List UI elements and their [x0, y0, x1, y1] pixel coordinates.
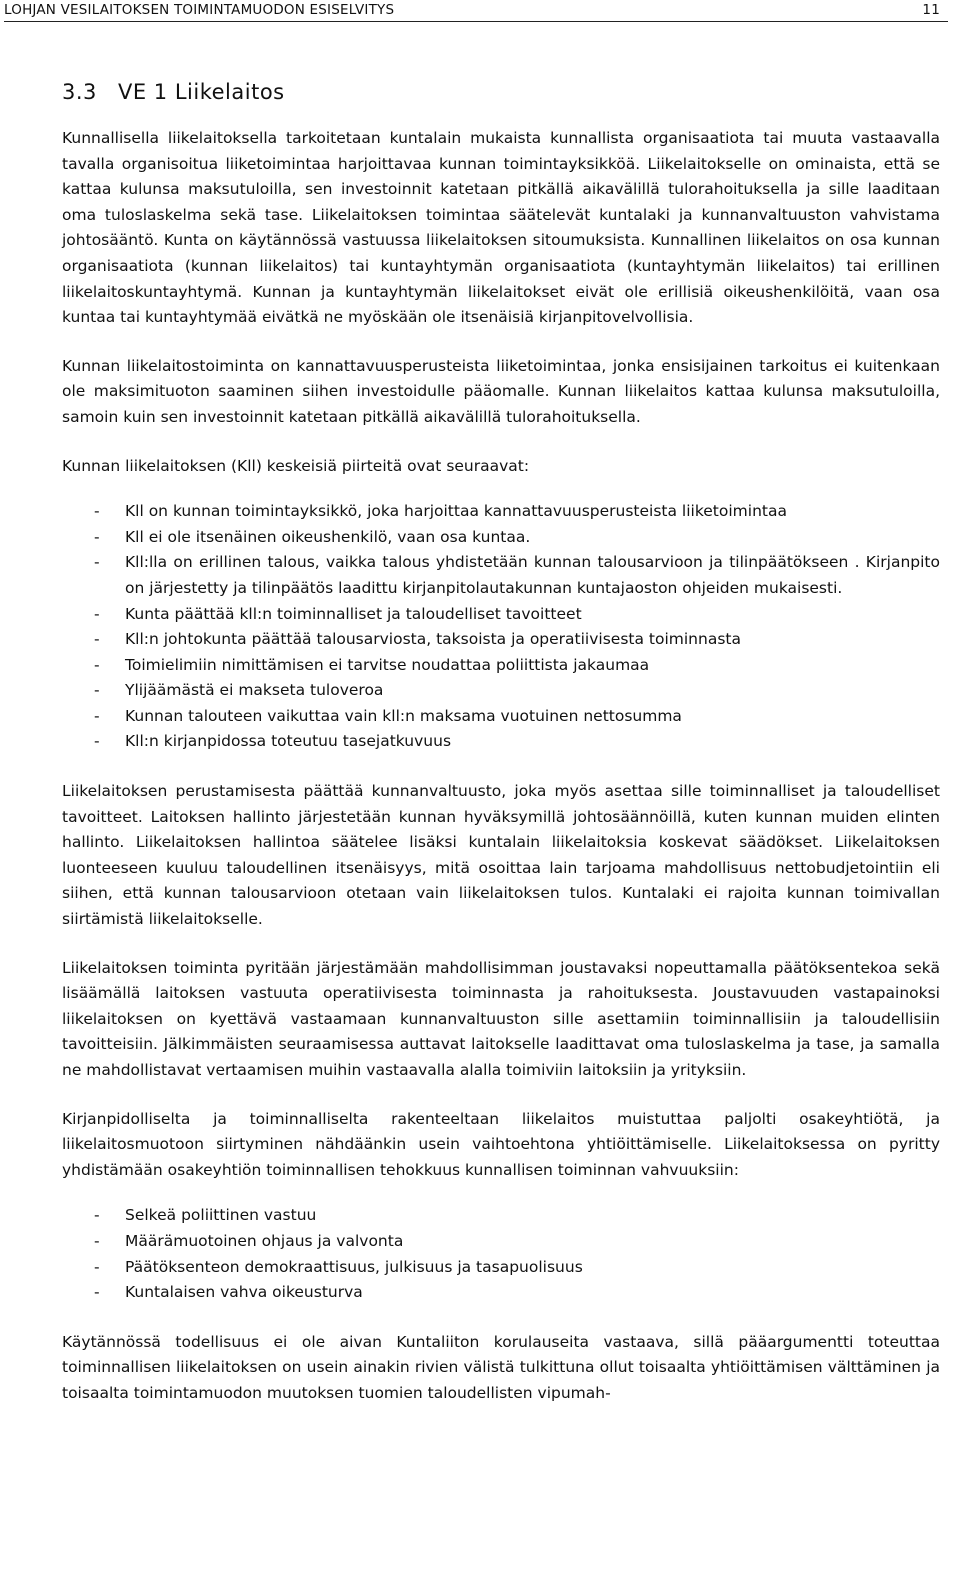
paragraph-definition: Kunnallisella liikelaitoksella tarkoitetaan kuntalain mukaista kunnallista organisaatiota tai muuta vastaavalla tavalla organisoitua liiketoimintaa harjoittavaa kunnan toimintayksikköä. Liikelaitokselle on ominaista, että se kattaa kulunsa maksutuloilla, sen investoinnit katetaan pitkällä aikavälillä tulorahoituksella ja sille laaditaan oma tuloslaskelma sekä tase. Liikelaitoksen toimintaa säätelevät kuntalaki ja kunnanvaltuuston vahvistama johtosääntö. Kunta on käytännössä vastuussa liikelaitoksen sitoumuksista. Kunnallinen liikelaitos on osa kunnan organisaatiota (kunnan liikelaitos) tai kuntayhtymän organisaatiota (kuntayhtymän liikelaitos) tai erillinen liikelaitoskuntayhtymä. Kunnan ja kuntayhtymän liikelaitokset eivät ole erillisiä oikeushenkilöitä, vaan osa kuntaa tai kuntayhtymää eivätkä ne myöskään ole itsenäisiä kirjanpitovelvollisia.: [62, 129, 940, 327]
paragraph-practice: Käytännössä todellisuus ei ole aivan Kuntaliiton korulauseita vastaava, sillä pääargumentti toteuttaa toiminnallisen liikelaitoksen on usein ainakin rivien välistä tulkittuna ollut toisaalta yhtiöittämisen välttäminen ja toisaalta toimintamuodon muutoksen tuomien taloudellisten vipumah-: [62, 1332, 940, 1402]
list-item: - Kll ei ole itsenäinen oikeushenkilö, vaan osa kuntaa.: [62, 525, 940, 551]
section-title: VE 1 Liikelaitos: [118, 80, 285, 104]
paragraph-flexibility: Liikelaitoksen toiminta pyritään järjestämään mahdollisimman joustavaksi nopeuttamalla päätöksentekoa sekä lisäämällä laitoksen vastuuta operatiivisesta toiminnasta ja rahoituksesta. Joustavuuden vastapainoksi liikelaitoksen on kyettävä vastaamaan kunnanvaltuuston sille asettamiin toiminnallisiin ja taloudellisiin tavoitteisiin. Jälkimmäisten seuraamisessa auttavat laitokselle laadittavat oma tuloslaskelma ja tase, ja samalla ne mahdollistavat vertaamisen muihin vastaavalla alalla toimiviin laitoksiin ja yrityksiin.: [62, 958, 940, 1079]
paragraph-establishment: Liikelaitoksen perustamisesta päättää kunnanvaltuusto, joka myös asettaa sille toiminnalliset ja taloudelliset tavoitteet. Laitoksen hallinto järjestetään kunnan hyväksymillä johtosäännöillä, kuten kunnan muiden elinten hallinto. Liikelaitoksen hallintoa säätelee lisäksi kuntalain liikelaitoksia koskevat säädökset. Liikelaitoksen luonteeseen kuuluu taloudellinen itsenäisyys, mitä osoittaa lain tarjoama mahdollisuus nettobudjetointiin eli siihen, että kunnan talousarvioon otetaan vain liikelaitoksen tulos. Kuntalaki ei rajoita kunnan toimivallan siirtämistä liikelaitokselle.: [62, 782, 940, 929]
list-item: - Kunnan talouteen vaikuttaa vain kll:n maksama vuotuinen nettosumma: [62, 704, 940, 730]
list-item: - Kuntalaisen vahva oikeusturva: [62, 1280, 940, 1306]
page-number: 11: [922, 2, 940, 18]
strengths-list: [62, 1203, 940, 1305]
list-item: - Määrämuotoinen ohjaus ja valvonta: [62, 1229, 940, 1255]
paragraph-business: Kunnan liikelaitostoiminta on kannattavuusperusteista liiketoimintaa, jonka ensisijainen tarkoitus ei kuitenkaan ole maksimituoton saaminen siihen investoidulle pääomalle. Kunnan liikelaitos kattaa kulunsa maksutuloilla, samoin kuin sen investoinnit katetaan pitkällä aikavälillä tulorahoituksella.: [62, 356, 940, 426]
list-item: - Kll:n johtokunta päättää talousarviosta, taksoista ja operatiivisesta toiminnasta: [62, 627, 940, 653]
list-item: - Selkeä poliittinen vastuu: [62, 1203, 940, 1229]
list-item: - Kunta päättää kll:n toiminnalliset ja taloudelliset tavoitteet: [62, 602, 940, 628]
page-body: [62, 80, 940, 1407]
list-item: - Kll on kunnan toimintayksikkö, joka harjoittaa kannattavuusperusteista liiketoimintaa: [62, 499, 940, 525]
list-item: - Kll:lla on erillinen talous, vaikka talous yhdistetään kunnan talousarvioon ja tilinpäätökseen . Kirjanpito on järjestetty ja tilinpäätös laadittu kirjanpitolautakunnan kuntajaoston ohjeiden mukaisesti.: [62, 550, 940, 601]
section-heading: [62, 80, 940, 104]
header-divider: [4, 21, 948, 22]
document-title: LOHJAN VESILAITOKSEN TOIMINTAMUODON ESISELVITYS: [4, 2, 395, 18]
list-item: - Toimielimiin nimittämisen ei tarvitse noudattaa poliittista jakaumaa: [62, 653, 940, 679]
list-item: - Ylijäämästä ei makseta tuloveroa: [62, 678, 940, 704]
section-number: 3.3: [62, 80, 97, 104]
page-header: [4, 0, 948, 20]
list-item: - Päätöksenteon demokraattisuus, julkisuus ja tasapuolisuus: [62, 1255, 940, 1281]
features-list: [62, 499, 940, 755]
paragraph-features-intro: Kunnan liikelaitoksen (Kll) keskeisiä piirteitä ovat seuraavat:: [62, 456, 530, 475]
paragraph-strengths-intro: Kirjanpidolliselta ja toiminnalliselta rakenteeltaan liikelaitos muistuttaa paljolti osakeyhtiötä, ja liikelaitosmuotoon siirtyminen nähdäänkin usein vaihtoehtona yhtiöittämiselle. Liikelaitoksessa on pyritty yhdistämään osakeyhtiön toiminnallisen tehokkuus kunnallisen toiminnan vahvuuksiin:: [62, 1109, 940, 1179]
list-item: - Kll:n kirjanpidossa toteutuu tasejatkuvuus: [62, 729, 940, 755]
